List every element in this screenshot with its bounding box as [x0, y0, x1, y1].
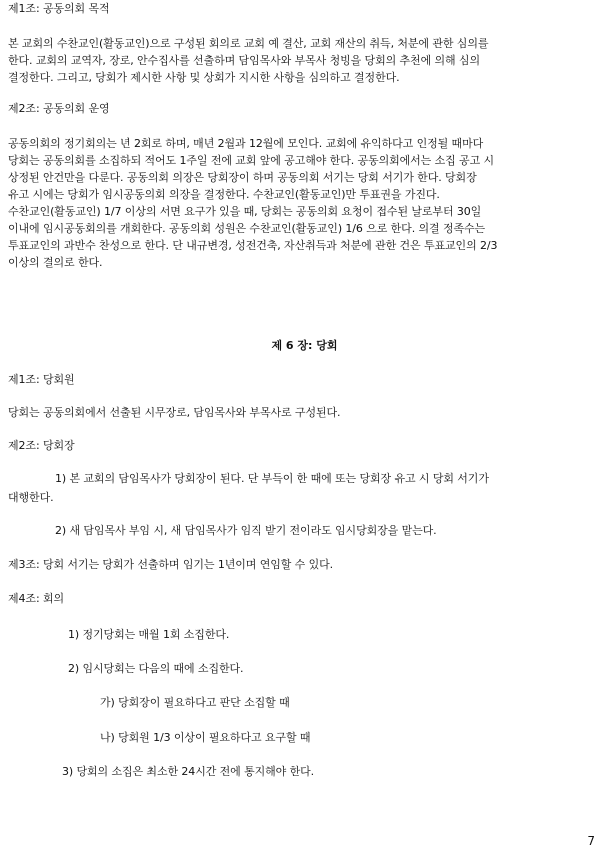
article-2-body — [8, 135, 497, 271]
paragraph-line: 수찬교인(활동교인) 1/7 이상의 서면 요구가 있을 때, 당회는 공동의회 요청이 접수된 날로부터 30일 — [8, 205, 482, 218]
c2-heading: 제2조: 당회장 — [8, 439, 75, 452]
paragraph-line: 공동의회의 정기회의는 년 2회로 하며, 매년 2월과 12월에 모인다. 교회에 유익하다고 인정될 때마다 — [8, 137, 484, 150]
c1-heading: 제1조: 당회원 — [8, 373, 75, 386]
article-1-heading: 제1조: 공동의회 목적 — [8, 2, 110, 15]
c4-item-2a: 가) 당회장이 필요하다고 판단 소집할 때 — [100, 696, 290, 709]
paragraph-line: 본 교회의 수찬교인(활동교인)으로 구성된 회의로 교회 예 결산, 교회 재산의 취득, 처분에 관한 심의를 — [8, 37, 489, 50]
c2-item-2: 2) 새 담임목사 부임 시, 새 담임목사가 임직 받기 전이라도 임시당회장을 맡는다. — [55, 524, 437, 537]
article-2-heading: 제2조: 공동의회 운영 — [8, 102, 110, 115]
c1-body: 당회는 공동의회에서 선출된 시무장로, 담임목사와 부목사로 구성된다. — [8, 406, 341, 419]
c3-text: 제3조: 당회 서기는 당회가 선출하며 임기는 1년이며 연임할 수 있다. — [8, 558, 334, 571]
c4-heading: 제4조: 회의 — [8, 592, 65, 605]
chapter-title: 제 6 장: 당회 — [271, 339, 338, 352]
c4-item-1: 1) 정기당회는 매월 1회 소집한다. — [68, 628, 230, 641]
paragraph-line: 투표교인의 과반수 찬성으로 한다. 단 내규변경, 성전건축, 자산취득과 처분에 관한 건은 투표교인의 2/3 — [8, 239, 498, 252]
c2-item-1-continued: 대행한다. — [8, 491, 54, 504]
paragraph-line: 한다. 교회의 교역자, 장로, 안수집사를 선출하며 담임목사와 부목사 청빙을 당회의 추천에 의해 심의 — [8, 54, 480, 67]
page-number: 7 — [587, 834, 595, 848]
paragraph-line: 이상의 결의로 한다. — [8, 256, 103, 269]
c2-item-1: 1) 본 교회의 담임목사가 당회장이 된다. 단 부득이 한 때에 또는 당회장 유고 시 당회 서기가 — [55, 472, 489, 485]
article-1-body — [8, 35, 488, 86]
c4-item-3: 3) 당회의 소집은 최소한 24시간 전에 통지해야 한다. — [62, 765, 315, 778]
paragraph-line: 유고 시에는 당회가 임시공동의회 의장을 결정한다. 수찬교인(활동교인)만 투표권을 가진다. — [8, 188, 440, 201]
paragraph-line: 이내에 임시공동회의를 개회한다. 공동의회 성원은 수찬교인(활동교인) 1/6 으로 한다. 의결 정족수는 — [8, 222, 486, 235]
paragraph-line: 당회는 공동의회를 소집하되 적어도 1주일 전에 교회 앞에 공고해야 한다. 공동의회에서는 소집 공고 시 — [8, 154, 495, 167]
c4-item-2b: 나) 당회원 1/3 이상이 필요하다고 요구할 때 — [100, 731, 311, 744]
paragraph-line: 상정된 안건만을 다룬다. 공동의회 의장은 당회장이 하며 공동의회 서기는 당회 서기가 한다. 당회장 — [8, 171, 477, 184]
c4-item-2: 2) 임시당회는 다음의 때에 소집한다. — [68, 662, 244, 675]
paragraph-line: 결정한다. 그리고, 당회가 제시한 사항 및 상회가 지시한 사항을 심의하고 결정한다. — [8, 71, 400, 84]
